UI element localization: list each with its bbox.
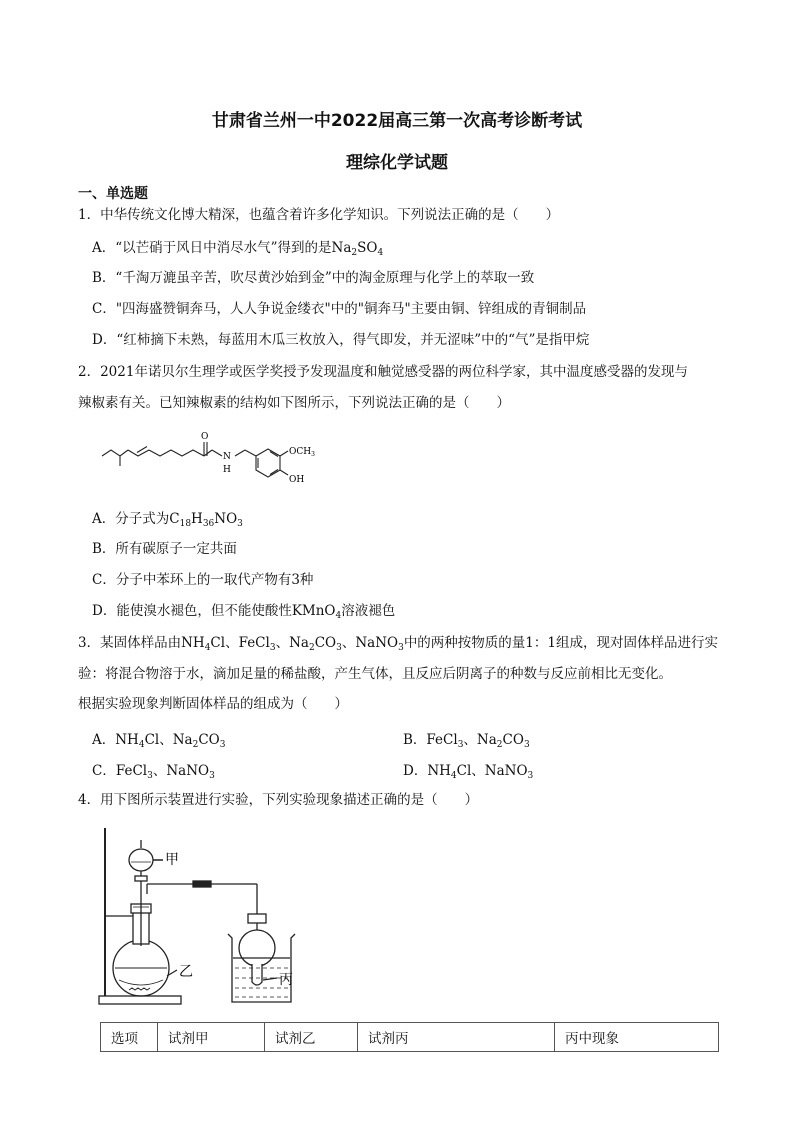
q2-stem-line1: 2．2021年诺贝尔生理学或医学奖授予发现温度和触觉感受器的两位科学家，其中温度感受器的发现与 — [78, 364, 688, 380]
structure-o-label: O — [201, 432, 209, 442]
col-reagent-jia: 试剂甲 — [158, 1023, 265, 1052]
col-reagent-yi: 试剂乙 — [265, 1023, 358, 1052]
q1-option-d: D．“红柿摘下未熟，每蓝用木瓜三枚放入，得气即发，并无涩味”中的“气”是指甲烷 — [92, 332, 590, 348]
exam-subtitle: 理综化学试题 — [346, 153, 448, 173]
table-header-row — [101, 1023, 719, 1052]
section-heading: 一、单选题 — [78, 186, 148, 202]
q4-options-table — [100, 1022, 719, 1052]
q3-option-d: D．$NH_4Cl$、NaNO$_3$ — [403, 763, 534, 781]
q2-option-c: C．分子中苯环上的一取代产物有3种 — [92, 572, 314, 588]
q3-option-b: B．FeCl$_3$、$Na_2CO_3$ — [403, 732, 530, 750]
label-bing: 丙 — [279, 972, 293, 988]
q1-option-c: C．"四海盛赞铜奔马，人人争说金缕衣"中的"铜奔马"主要由铜、锌组成的青铜制品 — [92, 301, 587, 317]
structure-h-label: H — [223, 465, 231, 475]
q2-option-a: A．分子式为$C_{18}H_{36}NO_3$ — [92, 511, 243, 529]
structure-oh-label: OH — [289, 475, 305, 485]
q2-stem-line2: 辣椒素有关。已知辣椒素的结构如下图所示，下列说法正确的是（ ） — [78, 395, 510, 411]
q3-stem-line1: 3．某固体样品由$NH_4Cl$、FeCl$_3$、$Na_2CO_3$、NaNO$_3$中的两种按物质的量1：1组成，现对固体样品进行实 — [78, 635, 718, 653]
q4-stem: 4．用下图所示装置进行实验，下列实验现象描述正确的是（ ） — [78, 792, 479, 808]
label-yi: 乙 — [179, 964, 193, 980]
label-jia: 甲 — [165, 852, 179, 868]
col-option: 选项 — [101, 1023, 158, 1052]
col-reagent-bing: 试剂丙 — [358, 1023, 555, 1052]
capsaicin-structure — [100, 426, 330, 494]
col-phenomenon: 丙中现象 — [555, 1023, 719, 1052]
q2-option-d: D．能使溴水褪色，但不能使酸性KMnO$_4$溶液褪色 — [92, 603, 396, 621]
exam-title: 甘肃省兰州一中2022届高三第一次高考诊断考试 — [211, 111, 583, 131]
q1-option-a: A．“以芒硝于风日中消尽水气”得到的是$Na_2SO_4$ — [92, 240, 384, 258]
q3-stem-line3: 根据实验现象判断固体样品的组成为（ ） — [78, 696, 348, 712]
q3-option-a: A．$NH_4Cl$、$Na_2CO_3$ — [92, 732, 226, 750]
q1-stem: 1．中华传统文化博大精深，也蕴含着许多化学知识。下列说法正确的是（ ） — [78, 207, 560, 223]
q1-option-b: B．“千淘万漉虽辛苦，吹尽黄沙始到金”中的淘金原理与化学上的萃取一致 — [92, 270, 535, 286]
structure-n-label: N — [223, 452, 231, 462]
q3-stem-line2: 验：将混合物溶于水，滴加足量的稀盐酸，产生气体，且反应后阴离子的种数与反应前相比无变化。 — [78, 666, 672, 682]
structure-och3-label: OCH — [289, 447, 312, 457]
q2-option-b: B．所有碳原子一定共面 — [92, 541, 237, 557]
apparatus-diagram — [95, 822, 325, 1012]
q3-option-c: C．FeCl$_3$、NaNO$_3$ — [92, 763, 215, 781]
svg-text:OCH3: $OCH_3$ — [289, 447, 315, 458]
